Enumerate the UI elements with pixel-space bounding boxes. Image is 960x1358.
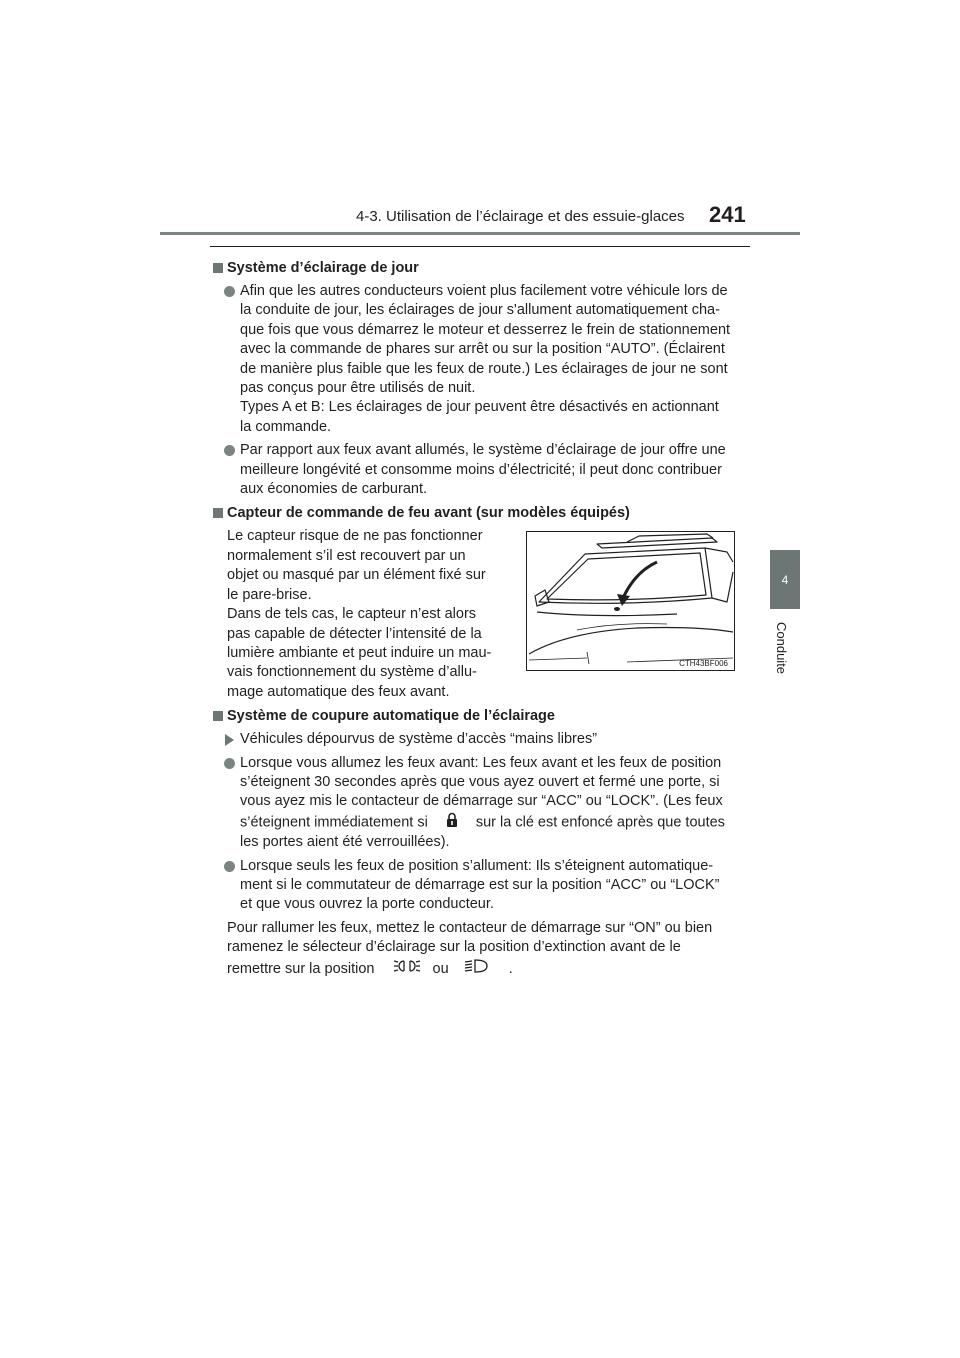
header-title: 4-3. Utilisation de l’éclairage et des essuie-glaces bbox=[356, 208, 685, 225]
text-line: meilleure longévité et consomme moins d’électricité; il peut donc contribuer bbox=[240, 461, 722, 478]
header-rule bbox=[160, 232, 800, 235]
text-line: Le capteur risque de ne pas fonctionner bbox=[227, 528, 483, 545]
text-line: objet ou masqué par un élément fixé sur bbox=[227, 567, 486, 584]
section-title-daytime-lights bbox=[213, 258, 753, 278]
section-title-headlight-sensor bbox=[213, 503, 753, 523]
parking-lights-icon bbox=[393, 958, 421, 980]
text-line: la conduite de jour, les éclairages de jour s'allument automatiquement cha- bbox=[240, 302, 720, 319]
text-segment: s’éteignent immédiatement si bbox=[240, 814, 428, 831]
text-line: lumière ambiante et peut induire un mau- bbox=[227, 644, 492, 661]
text-line: Lorsque seuls les feux de position s’allument: Ils s’éteignent automatique- bbox=[240, 857, 714, 874]
text-segment: . bbox=[508, 960, 513, 977]
text-line: normalement s’il est recouvert par un bbox=[227, 547, 466, 564]
text-line: vais fonctionnement du système d’allu- bbox=[227, 664, 477, 681]
car-windshield-drawing bbox=[527, 532, 734, 670]
text-line: Véhicules dépourvus de système d’accès “mains libres” bbox=[240, 731, 598, 748]
bullet-item bbox=[213, 441, 753, 499]
text-line: et que vous ouvrez la porte conducteur. bbox=[240, 896, 494, 913]
text-line: Afin que les autres conducteurs voient plus facilement votre véhicule lors de bbox=[240, 283, 728, 299]
text-line: pas conçus pour être utilisés de nuit. bbox=[240, 380, 476, 397]
sub-heading bbox=[213, 730, 753, 749]
text-line-with-icon bbox=[240, 812, 753, 833]
text-line-with-icons bbox=[227, 958, 753, 980]
circle-bullet-icon bbox=[224, 445, 235, 456]
section-title-text: Capteur de commande de feu avant (sur modèles équipés) bbox=[227, 505, 630, 522]
page-content bbox=[213, 258, 753, 980]
section-title-auto-cutoff bbox=[213, 706, 753, 726]
content-rule bbox=[210, 246, 750, 247]
text-line: Types A et B: Les éclairages de jour peuvent être désactivés en actionnant bbox=[240, 399, 719, 416]
section-title-text: Système de coupure automatique de l’éclairage bbox=[227, 708, 555, 725]
triangle-bullet-icon bbox=[225, 734, 234, 746]
text-segment: remettre sur la position bbox=[227, 960, 375, 977]
square-bullet-icon bbox=[213, 711, 223, 721]
text-line: mage automatique des feux avant. bbox=[227, 683, 450, 700]
chapter-tab bbox=[770, 550, 800, 609]
square-bullet-icon bbox=[213, 508, 223, 518]
headlight-icon bbox=[463, 958, 491, 980]
section-title-text: Système d’éclairage de jour bbox=[227, 260, 419, 276]
text-line: Lorsque vous allumez les feux avant: Les feux avant et les feux de position bbox=[240, 754, 722, 771]
bullet-item bbox=[213, 754, 753, 853]
bullet-item bbox=[213, 282, 753, 437]
text-line: ment si le commutateur de démarrage est sur la position “ACC” ou “LOCK” bbox=[240, 876, 720, 893]
bullet-item bbox=[213, 857, 753, 915]
text-line: s’éteignent 30 secondes après que vous ayez ouvert et fermé une porte, si bbox=[240, 773, 720, 790]
text-line: avec la commande de phares sur arrêt ou sur la position “AUTO”. (Éclairent bbox=[240, 341, 725, 358]
figure-caption: CTH43BF006 bbox=[679, 659, 728, 669]
relight-paragraph bbox=[213, 919, 753, 980]
windshield-sensor-illustration bbox=[526, 531, 735, 671]
chapter-number: 4 bbox=[781, 572, 789, 587]
circle-bullet-icon bbox=[224, 286, 235, 297]
lock-icon bbox=[446, 812, 458, 833]
page-number: 241 bbox=[709, 202, 746, 227]
text-line: Par rapport aux feux avant allumés, le système d’éclairage de jour offre une bbox=[240, 442, 726, 459]
text-line: de manière plus faible que les feux de route.) Les éclairages de jour ne sont bbox=[240, 360, 728, 377]
sensor-block bbox=[213, 527, 753, 702]
circle-bullet-icon bbox=[224, 758, 235, 769]
sensor-description bbox=[213, 527, 509, 702]
text-line: que fois que vous démarrez le moteur et desserrez le frein de stationnement bbox=[240, 321, 731, 338]
text-line: pas capable de détecter l’intensité de la bbox=[227, 625, 482, 642]
square-bullet-icon bbox=[213, 263, 223, 273]
text-line: aux économies de carburant. bbox=[240, 481, 427, 498]
text-line: la commande. bbox=[240, 418, 332, 435]
text-line: Dans de tels cas, le capteur n’est alors bbox=[227, 606, 477, 623]
text-segment: ou bbox=[432, 960, 449, 977]
text-line: ramenez le sélecteur d’éclairage sur la position d’extinction avant de le bbox=[227, 939, 681, 956]
circle-bullet-icon bbox=[224, 861, 235, 872]
text-segment: sur la clé est enfoncé après que toutes bbox=[475, 814, 725, 831]
chapter-label: Conduite bbox=[774, 622, 789, 675]
text-line: les portes aient été verrouillées). bbox=[240, 834, 450, 851]
text-line: vous ayez mis le contacteur de démarrage sur “ACC” ou “LOCK”. (Les feux bbox=[240, 793, 723, 810]
text-line: le pare-brise. bbox=[227, 586, 312, 603]
text-line: Pour rallumer les feux, mettez le contacteur de démarrage sur “ON” ou bien bbox=[227, 919, 713, 936]
